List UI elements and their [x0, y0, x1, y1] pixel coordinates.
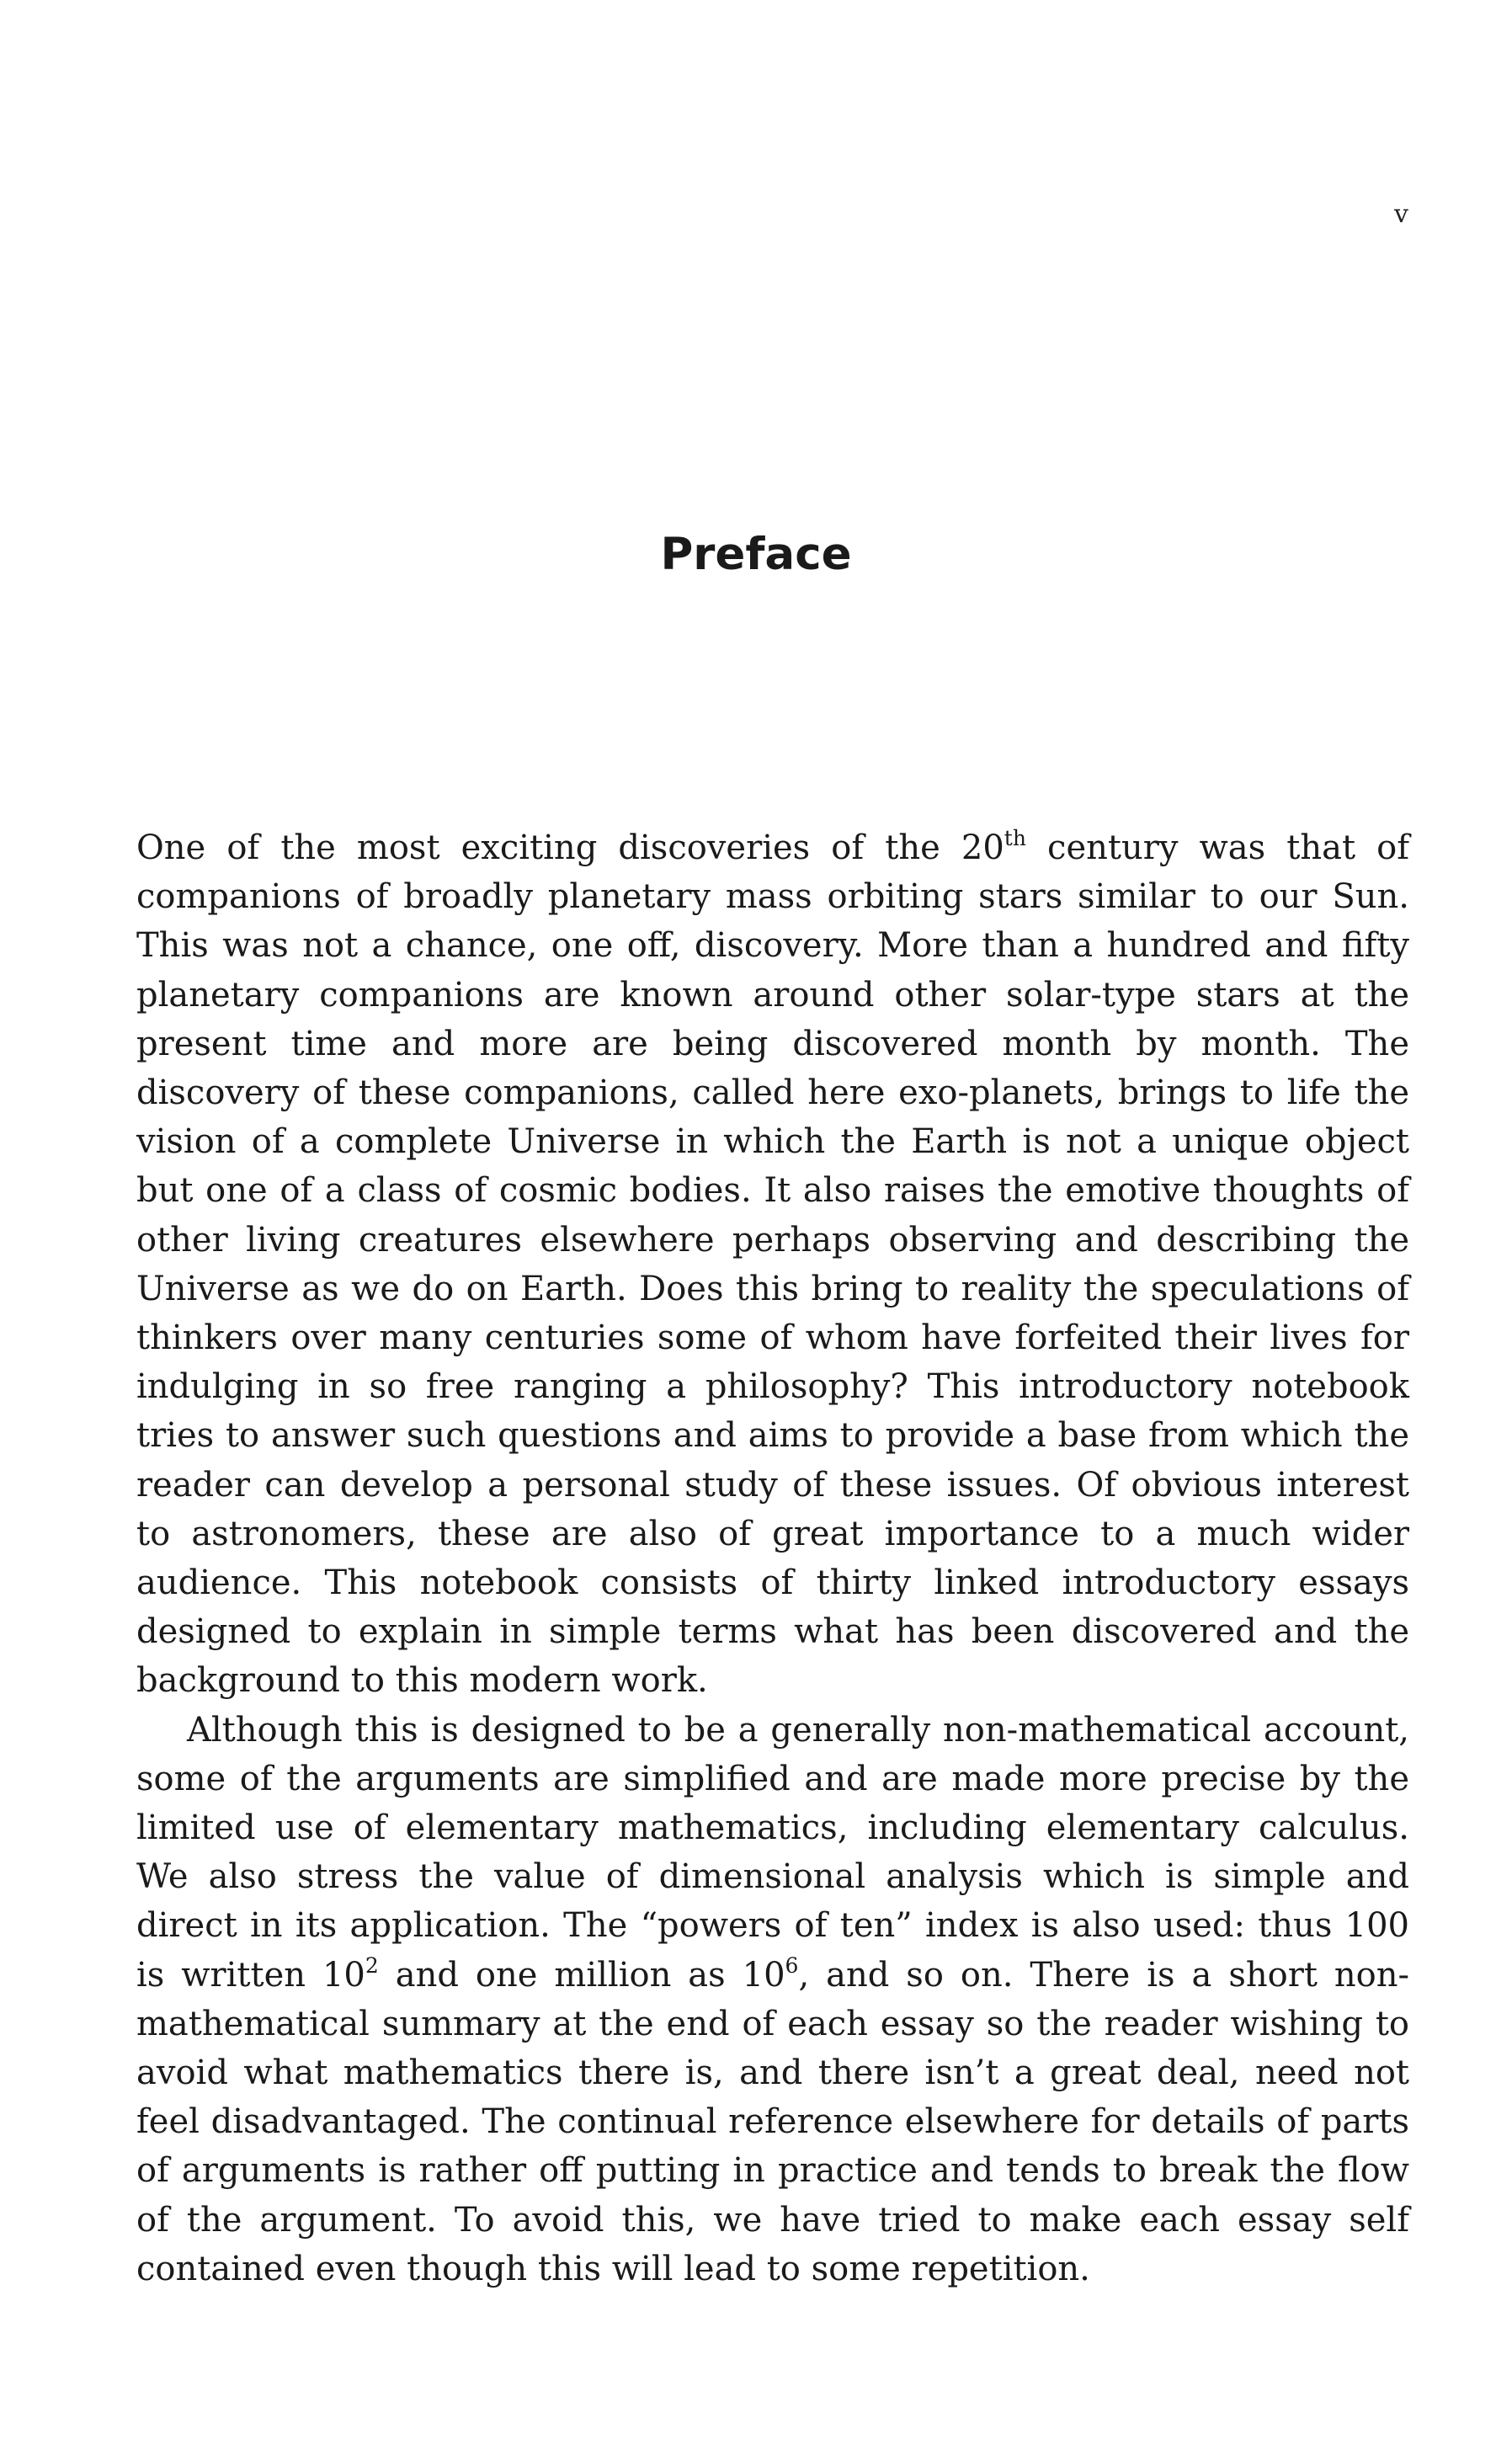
chapter-title: Preface — [660, 529, 852, 580]
paragraph-2-text-c: , and so on. There is a short non-mathematical summary at the end of each essay so the reader wishing to avoid what mathematics there is, and there isn’t a great deal, need not feel disadvantaged. The continual reference elsewhere for details of parts of arguments is rather off putting in practice and tends to break the flow of the argument. To avoid this, we have tried to make each essay self contained even though this will lead to some repetition. — [136, 1955, 1409, 2288]
body-text — [136, 823, 1409, 2293]
paragraph-2 — [136, 1706, 1409, 2293]
exponent-superscript: 6 — [785, 1952, 799, 1978]
paragraph-1-text-b: century was that of companions of broadly planetary mass orbiting stars similar to our Sun. This was not a chance, one off, discovery. More than a hundred and fifty planetary companions are known around other solar-type stars at the present time and more are being discovered month by month. The discovery of these companions, called here exo-planets, brings to life the vision of a complete Universe in which the Earth is not a unique object but one of a class of cosmic bodies. It also raises the emotive thoughts of other living creatures elsewhere perhaps observing and describing the Universe as we do on Earth. Does this bring to reality the speculations of thinkers over many centuries some of whom have forfeited their lives for indulging in so free ranging a philosophy? This introductory notebook tries to answer such questions and aims to provide a base from which the reader can develop a personal study of these issues. Of obvious interest to astronomers, these are also of great importance to a much wider audience. This notebook consists of thirty linked introductory essays designed to explain in simple terms what has been discovered and the background to this modern work. — [136, 828, 1410, 1701]
exponent-superscript: 2 — [365, 1952, 379, 1978]
paragraph-2-text-b: and one million as 10 — [378, 1955, 785, 1995]
paragraph-2-text-a: Although this is designed to be a generally non-mathematical account, some of the arguments are simplified and are made more precise by the limited use of elementary mathematics, including elementary calculus. We also stress the value of dimensional analysis which is simple and direct in its application. The “powers of ten” index is also used: thus 100 is written 10 — [136, 1710, 1409, 1995]
paragraph-1 — [136, 823, 1409, 1706]
page-number: v — [1394, 200, 1408, 229]
ordinal-superscript: th — [1004, 826, 1026, 850]
paragraph-1-text-a: One of the most exciting discoveries of the 20 — [136, 828, 1004, 867]
